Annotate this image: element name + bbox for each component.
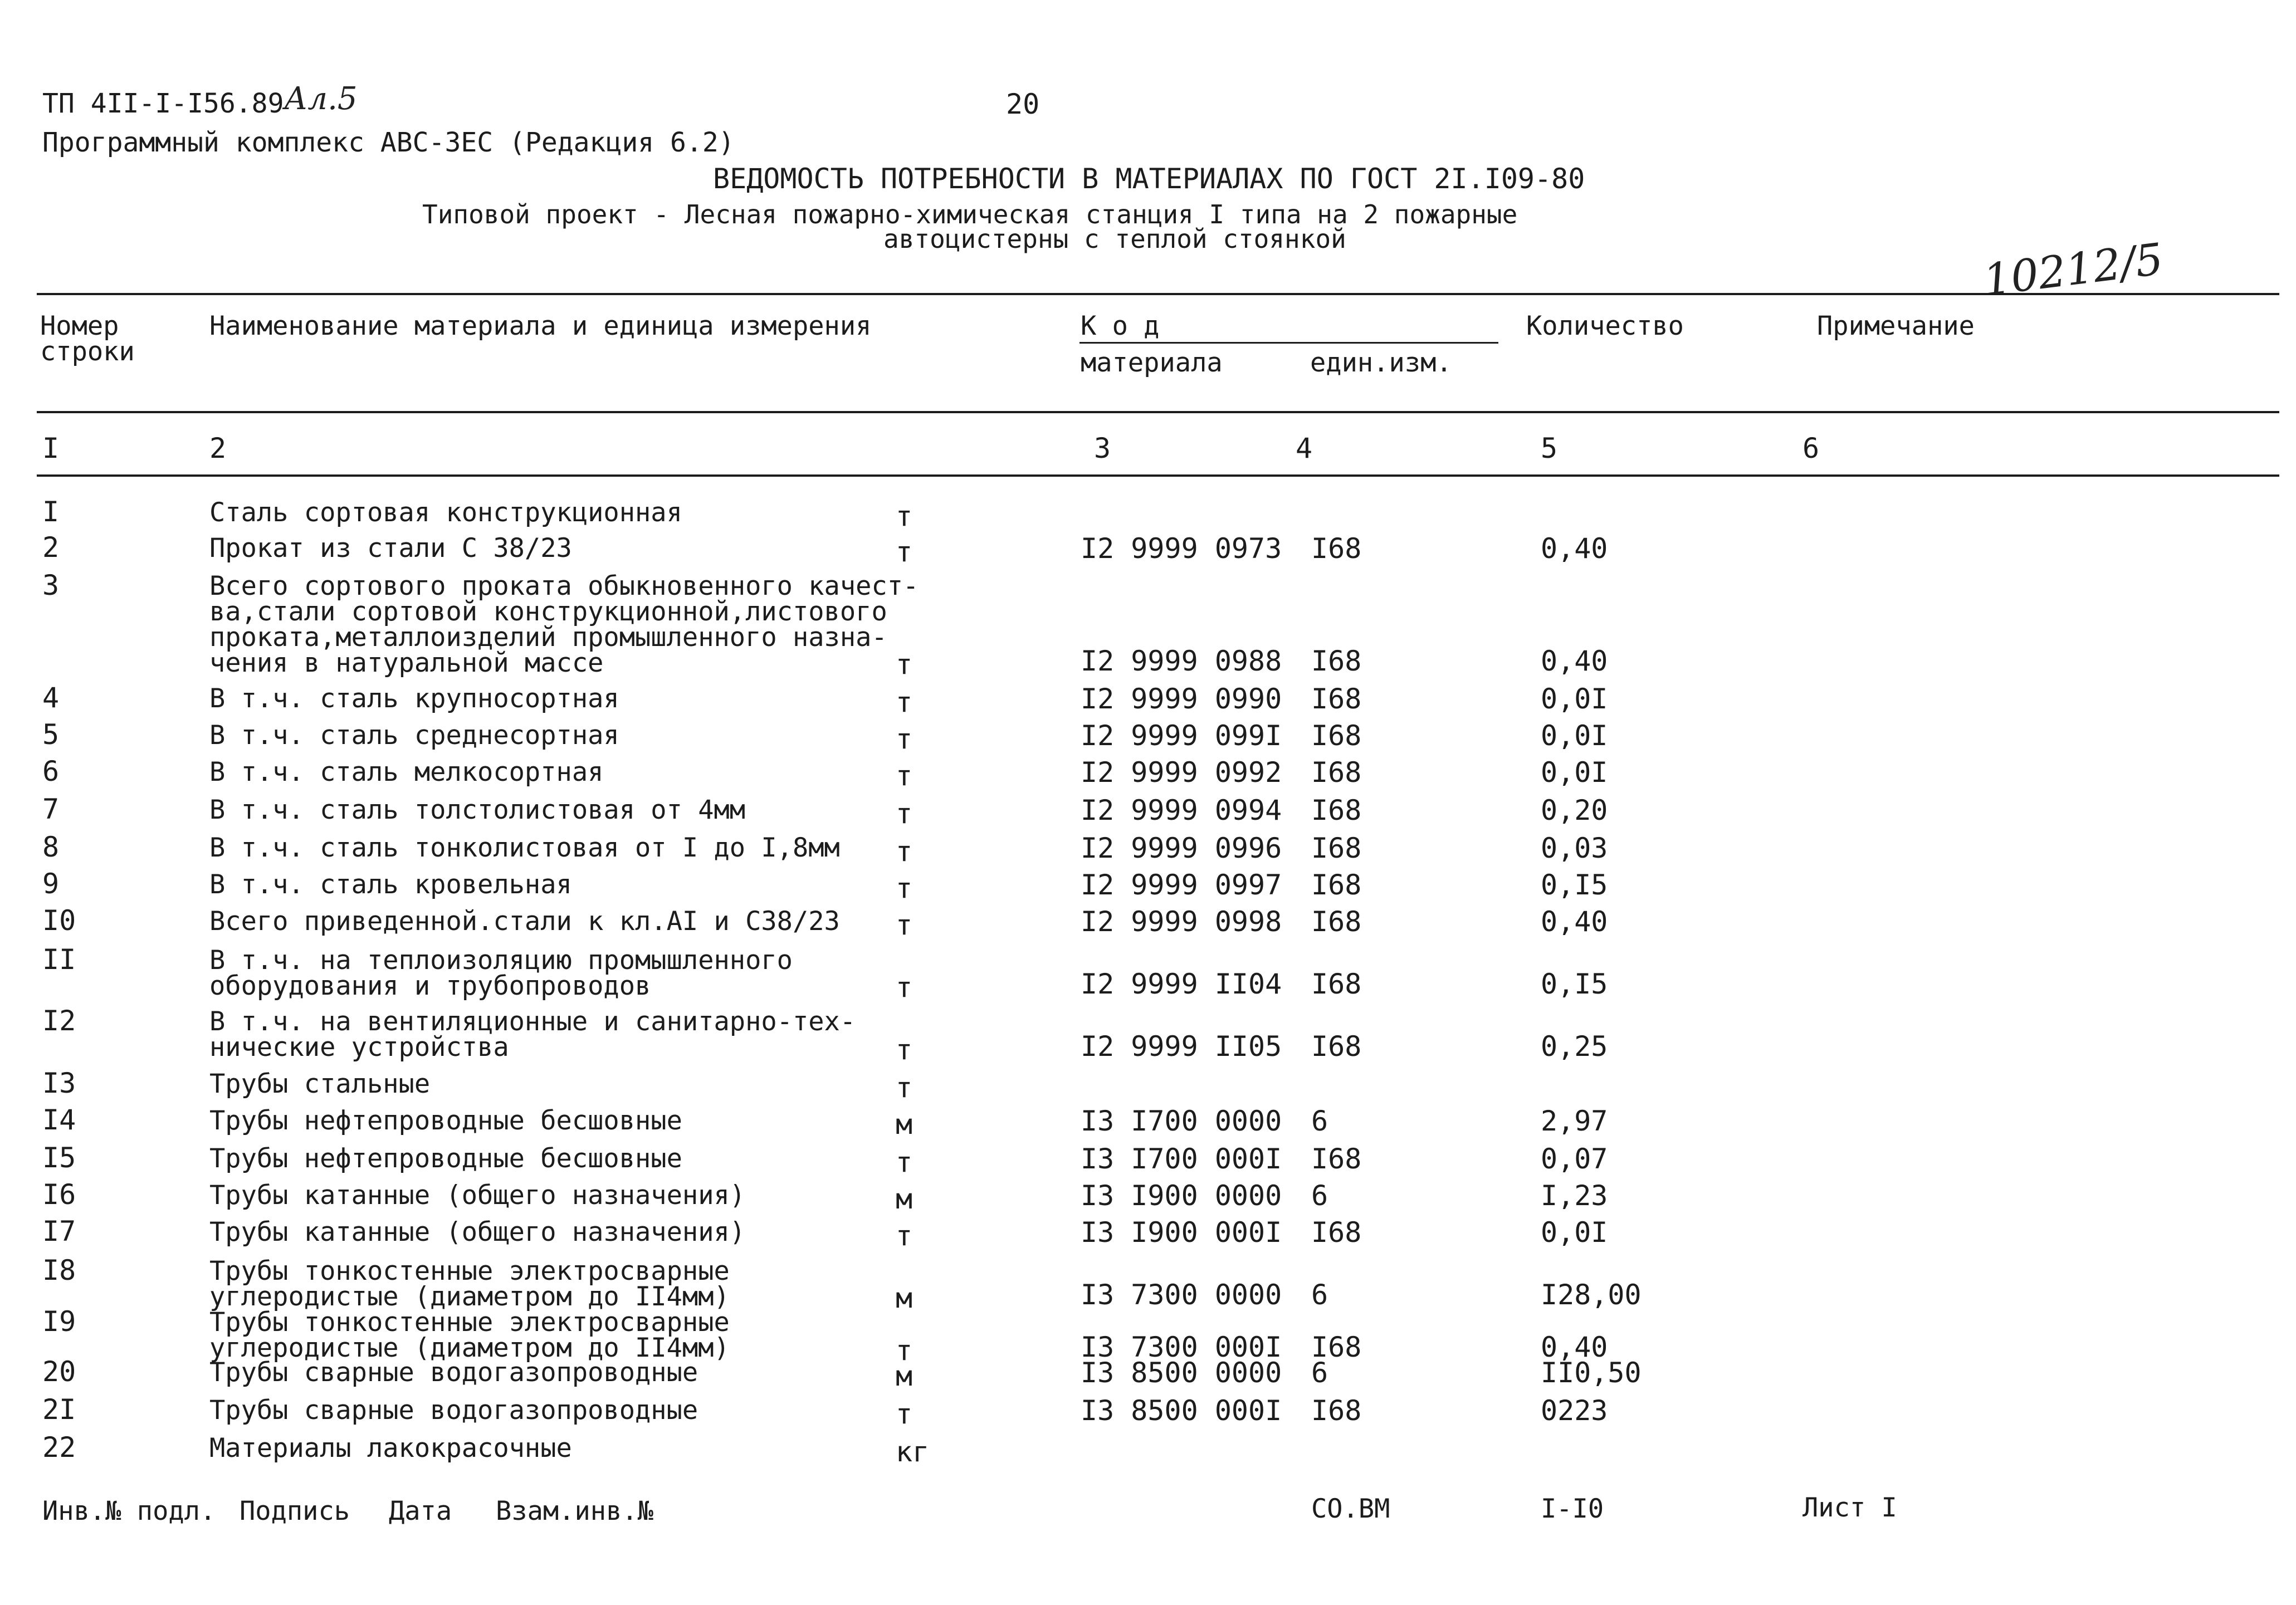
quantity: 0,0I xyxy=(1541,1216,1608,1249)
column-number-5: 5 xyxy=(1541,432,1558,464)
material-code: I2 9999 0992 xyxy=(1081,756,1282,789)
footer-replace-inventory: Взам.инв.№ xyxy=(496,1496,653,1526)
material-name: В т.ч. сталь толстолистовая от 4мм xyxy=(209,795,746,825)
row-number: 6 xyxy=(42,755,60,787)
quantity: 0,40 xyxy=(1541,906,1608,938)
quantity: I28,00 xyxy=(1541,1279,1642,1311)
material-code: I2 9999 0990 xyxy=(1081,683,1282,715)
material-name: Трубы нефтепроводные бесшовные xyxy=(209,1105,682,1136)
unit: т xyxy=(896,686,913,718)
unit: м xyxy=(896,1108,913,1141)
row-number: 5 xyxy=(42,718,60,751)
material-name: Трубы тонкостенные электросварные углеродистые (диаметром до II4мм) xyxy=(209,1256,730,1312)
material-code: I3 I900 000I xyxy=(1081,1216,1282,1249)
quantity: I,23 xyxy=(1541,1180,1608,1212)
unit: т xyxy=(896,500,913,532)
quantity: 0,0I xyxy=(1541,756,1608,789)
software-label: Программный комплекс АВС-ЗЕС (Редакция 6.2) xyxy=(42,127,735,158)
material-name: Трубы сварные водогазопроводные xyxy=(209,1395,698,1426)
quantity: 0,I5 xyxy=(1541,968,1608,1000)
quantity: II0,50 xyxy=(1541,1357,1642,1389)
material-code: I2 9999 099I xyxy=(1081,720,1282,752)
material-name: Сталь сортовая конструкционная xyxy=(209,497,682,528)
quantity: 0,0I xyxy=(1541,683,1608,715)
material-code: I3 7300 000I xyxy=(1081,1331,1282,1363)
material-name: Трубы катанные (общего назначения) xyxy=(209,1180,746,1211)
unit-code: I68 xyxy=(1311,1216,1362,1249)
material-code: I2 9999 0998 xyxy=(1081,906,1282,938)
material-name: В т.ч. на теплоизоляцию промышленного оборудования и трубопроводов xyxy=(209,945,793,1001)
code-group-rule xyxy=(1079,342,1498,344)
unit-code: 6 xyxy=(1311,1279,1328,1311)
unit-code: I68 xyxy=(1311,683,1362,715)
column-header-material-name: Наименование материала и единица измерения xyxy=(209,311,872,341)
row-number: I5 xyxy=(42,1142,76,1174)
unit: т xyxy=(896,835,913,868)
unit: м xyxy=(896,1360,913,1392)
unit: т xyxy=(896,1220,913,1252)
material-name: В т.ч. сталь кровельная xyxy=(209,869,572,900)
row-number: I7 xyxy=(42,1215,76,1247)
row-number: I xyxy=(42,496,60,528)
material-name: В т.ч. на вентиляционные и санитарно-тех- нические устройства xyxy=(209,1006,856,1063)
unit-code: I68 xyxy=(1311,720,1362,752)
column-number-1: I xyxy=(42,432,60,464)
unit-code: I68 xyxy=(1311,1030,1362,1063)
material-code: I2 9999 II05 xyxy=(1081,1030,1282,1063)
row-number: I2 xyxy=(42,1005,76,1037)
column-header-code: К о д xyxy=(1081,311,1160,341)
row-number: I0 xyxy=(42,904,76,937)
header-bottom-rule xyxy=(37,411,2279,413)
unit-code: I68 xyxy=(1311,832,1362,864)
material-name: Трубы нефтепроводные бесшовные xyxy=(209,1143,682,1174)
material-name: В т.ч. сталь среднесортная xyxy=(209,720,619,751)
footer-form-code: СО.ВМ xyxy=(1311,1494,1390,1524)
column-header-code-material: материала xyxy=(1081,348,1223,378)
unit-code: I68 xyxy=(1311,645,1362,677)
quantity: 0,I5 xyxy=(1541,869,1608,901)
unit-code: 6 xyxy=(1311,1180,1328,1212)
unit-code: I68 xyxy=(1311,794,1362,826)
unit-code: I68 xyxy=(1311,968,1362,1000)
row-number: I3 xyxy=(42,1067,76,1099)
quantity: 0,25 xyxy=(1541,1030,1608,1063)
unit-code: I68 xyxy=(1311,756,1362,789)
material-code: I3 7300 0000 xyxy=(1081,1279,1282,1311)
row-number: 2I xyxy=(42,1393,76,1426)
row-number: 4 xyxy=(42,682,60,714)
page-number: 20 xyxy=(1006,88,1040,120)
row-number: I9 xyxy=(42,1305,76,1338)
quantity: 0,20 xyxy=(1541,794,1608,826)
row-number: I8 xyxy=(42,1254,76,1286)
material-code: I3 8500 0000 xyxy=(1081,1357,1282,1389)
material-code: I3 I900 0000 xyxy=(1081,1180,1282,1212)
material-code: I2 9999 II04 xyxy=(1081,968,1282,1000)
unit: т xyxy=(896,1146,913,1178)
quantity: 0,0I xyxy=(1541,720,1608,752)
row-number: 9 xyxy=(42,868,60,900)
material-name: Всего приведенной.стали к кл.АI и С38/23 xyxy=(209,906,840,937)
unit-code: 6 xyxy=(1311,1357,1328,1389)
unit: т xyxy=(896,1034,913,1066)
quantity: 0,03 xyxy=(1541,832,1608,864)
column-header-quantity: Количество xyxy=(1526,311,1684,341)
row-number: I4 xyxy=(42,1104,76,1136)
unit-code: 6 xyxy=(1311,1105,1328,1137)
material-code: I2 9999 0997 xyxy=(1081,869,1282,901)
handwritten-archive-number: 10212/5 xyxy=(1980,234,2166,306)
row-number: 8 xyxy=(42,831,60,863)
quantity: 2,97 xyxy=(1541,1105,1608,1137)
unit: т xyxy=(896,1071,913,1104)
unit-code: I68 xyxy=(1311,869,1362,901)
unit-code: I68 xyxy=(1311,1394,1362,1427)
row-number: 7 xyxy=(42,793,60,825)
material-code: I3 8500 000I xyxy=(1081,1394,1282,1427)
column-number-6: 6 xyxy=(1802,432,1820,464)
material-name: Трубы катанные (общего назначения) xyxy=(209,1217,746,1247)
material-code: I2 9999 0994 xyxy=(1081,794,1282,826)
album-note: Ал.5 xyxy=(284,81,358,117)
material-name: В т.ч. сталь мелкосортная xyxy=(209,757,604,787)
column-numbers-rule xyxy=(37,474,2279,477)
quantity: 0,40 xyxy=(1541,1331,1608,1363)
row-number: 2 xyxy=(42,531,60,564)
unit-code: I68 xyxy=(1311,532,1362,565)
unit: т xyxy=(896,971,913,1004)
row-number: I6 xyxy=(42,1178,76,1211)
row-number: 22 xyxy=(42,1431,76,1464)
column-header-row-number: Номер xyxy=(40,311,119,341)
quantity: 0,40 xyxy=(1541,532,1608,565)
quantity: 0223 xyxy=(1541,1394,1608,1427)
document-title: ВЕДОМОСТЬ ПОТРЕБНОСТИ В МАТЕРИАЛАХ ПО ГОСТ 2I.I09-80 xyxy=(713,163,1585,195)
unit: т xyxy=(896,760,913,792)
row-number: II xyxy=(42,943,76,976)
material-name: В т.ч. сталь крупносортная xyxy=(209,683,619,714)
footer-date: Дата xyxy=(389,1496,452,1526)
material-name: Всего сортового проката обыкновенного качест- ва,стали сортовой конструкционной,листового проката,металлоизделий промышленного назна- чения в натуральной массе xyxy=(209,571,919,678)
material-name: Материалы лакокрасочные xyxy=(209,1433,572,1464)
unit: м xyxy=(896,1183,913,1215)
column-header-row-number-line2: строки xyxy=(40,336,135,367)
unit: т xyxy=(896,797,913,830)
column-number-3: 3 xyxy=(1094,432,1111,464)
material-name: В т.ч. сталь тонколистовая от I до I,8мм xyxy=(209,833,840,863)
unit: т xyxy=(896,1334,913,1367)
document-code: ТП 4II-I-I56.89 xyxy=(42,88,284,119)
column-header-code-unit: един.изм. xyxy=(1310,348,1452,378)
column-number-4: 4 xyxy=(1296,432,1313,464)
unit-code: I68 xyxy=(1311,1331,1362,1363)
project-subtitle-line2: автоцистерны с теплой стоянкой xyxy=(883,224,1346,254)
unit: т xyxy=(896,872,913,904)
material-code: I3 I700 000I xyxy=(1081,1143,1282,1175)
material-code: I2 9999 0988 xyxy=(1081,645,1282,677)
footer-inventory-number: Инв.№ подл. xyxy=(42,1496,216,1526)
unit: м xyxy=(896,1282,913,1314)
unit: кг xyxy=(896,1436,930,1468)
table-top-rule xyxy=(37,293,2279,295)
quantity: 0,40 xyxy=(1541,645,1608,677)
material-code: I2 9999 0973 xyxy=(1081,532,1282,565)
material-name: Трубы сварные водогазопроводные xyxy=(209,1357,698,1388)
material-name: Трубы тонкостенные электросварные углеродистые (диаметром до II4мм) xyxy=(209,1307,730,1363)
quantity: 0,07 xyxy=(1541,1143,1608,1175)
row-number: 20 xyxy=(42,1356,76,1388)
unit-code: I68 xyxy=(1311,906,1362,938)
project-subtitle-line1: Типовой проект - Лесная пожарно-химическая станция I типа на 2 пожарные xyxy=(422,199,1518,229)
footer-form-range: I-I0 xyxy=(1541,1494,1604,1524)
material-code: I2 9999 0996 xyxy=(1081,832,1282,864)
material-name: Прокат из стали С 38/23 xyxy=(209,533,572,564)
unit: т xyxy=(896,909,913,941)
unit: т xyxy=(896,648,913,681)
material-code: I3 I700 0000 xyxy=(1081,1105,1282,1137)
unit-code: I68 xyxy=(1311,1143,1362,1175)
row-number: 3 xyxy=(42,569,60,601)
material-name: Трубы стальные xyxy=(209,1069,431,1099)
footer-sheet-number: Лист I xyxy=(1802,1493,1897,1523)
unit: т xyxy=(896,1398,913,1430)
column-header-note: Примечание xyxy=(1817,311,1975,341)
unit: т xyxy=(896,723,913,755)
footer-signature: Подпись xyxy=(240,1496,350,1526)
unit: т xyxy=(896,536,913,568)
column-number-2: 2 xyxy=(209,432,227,464)
